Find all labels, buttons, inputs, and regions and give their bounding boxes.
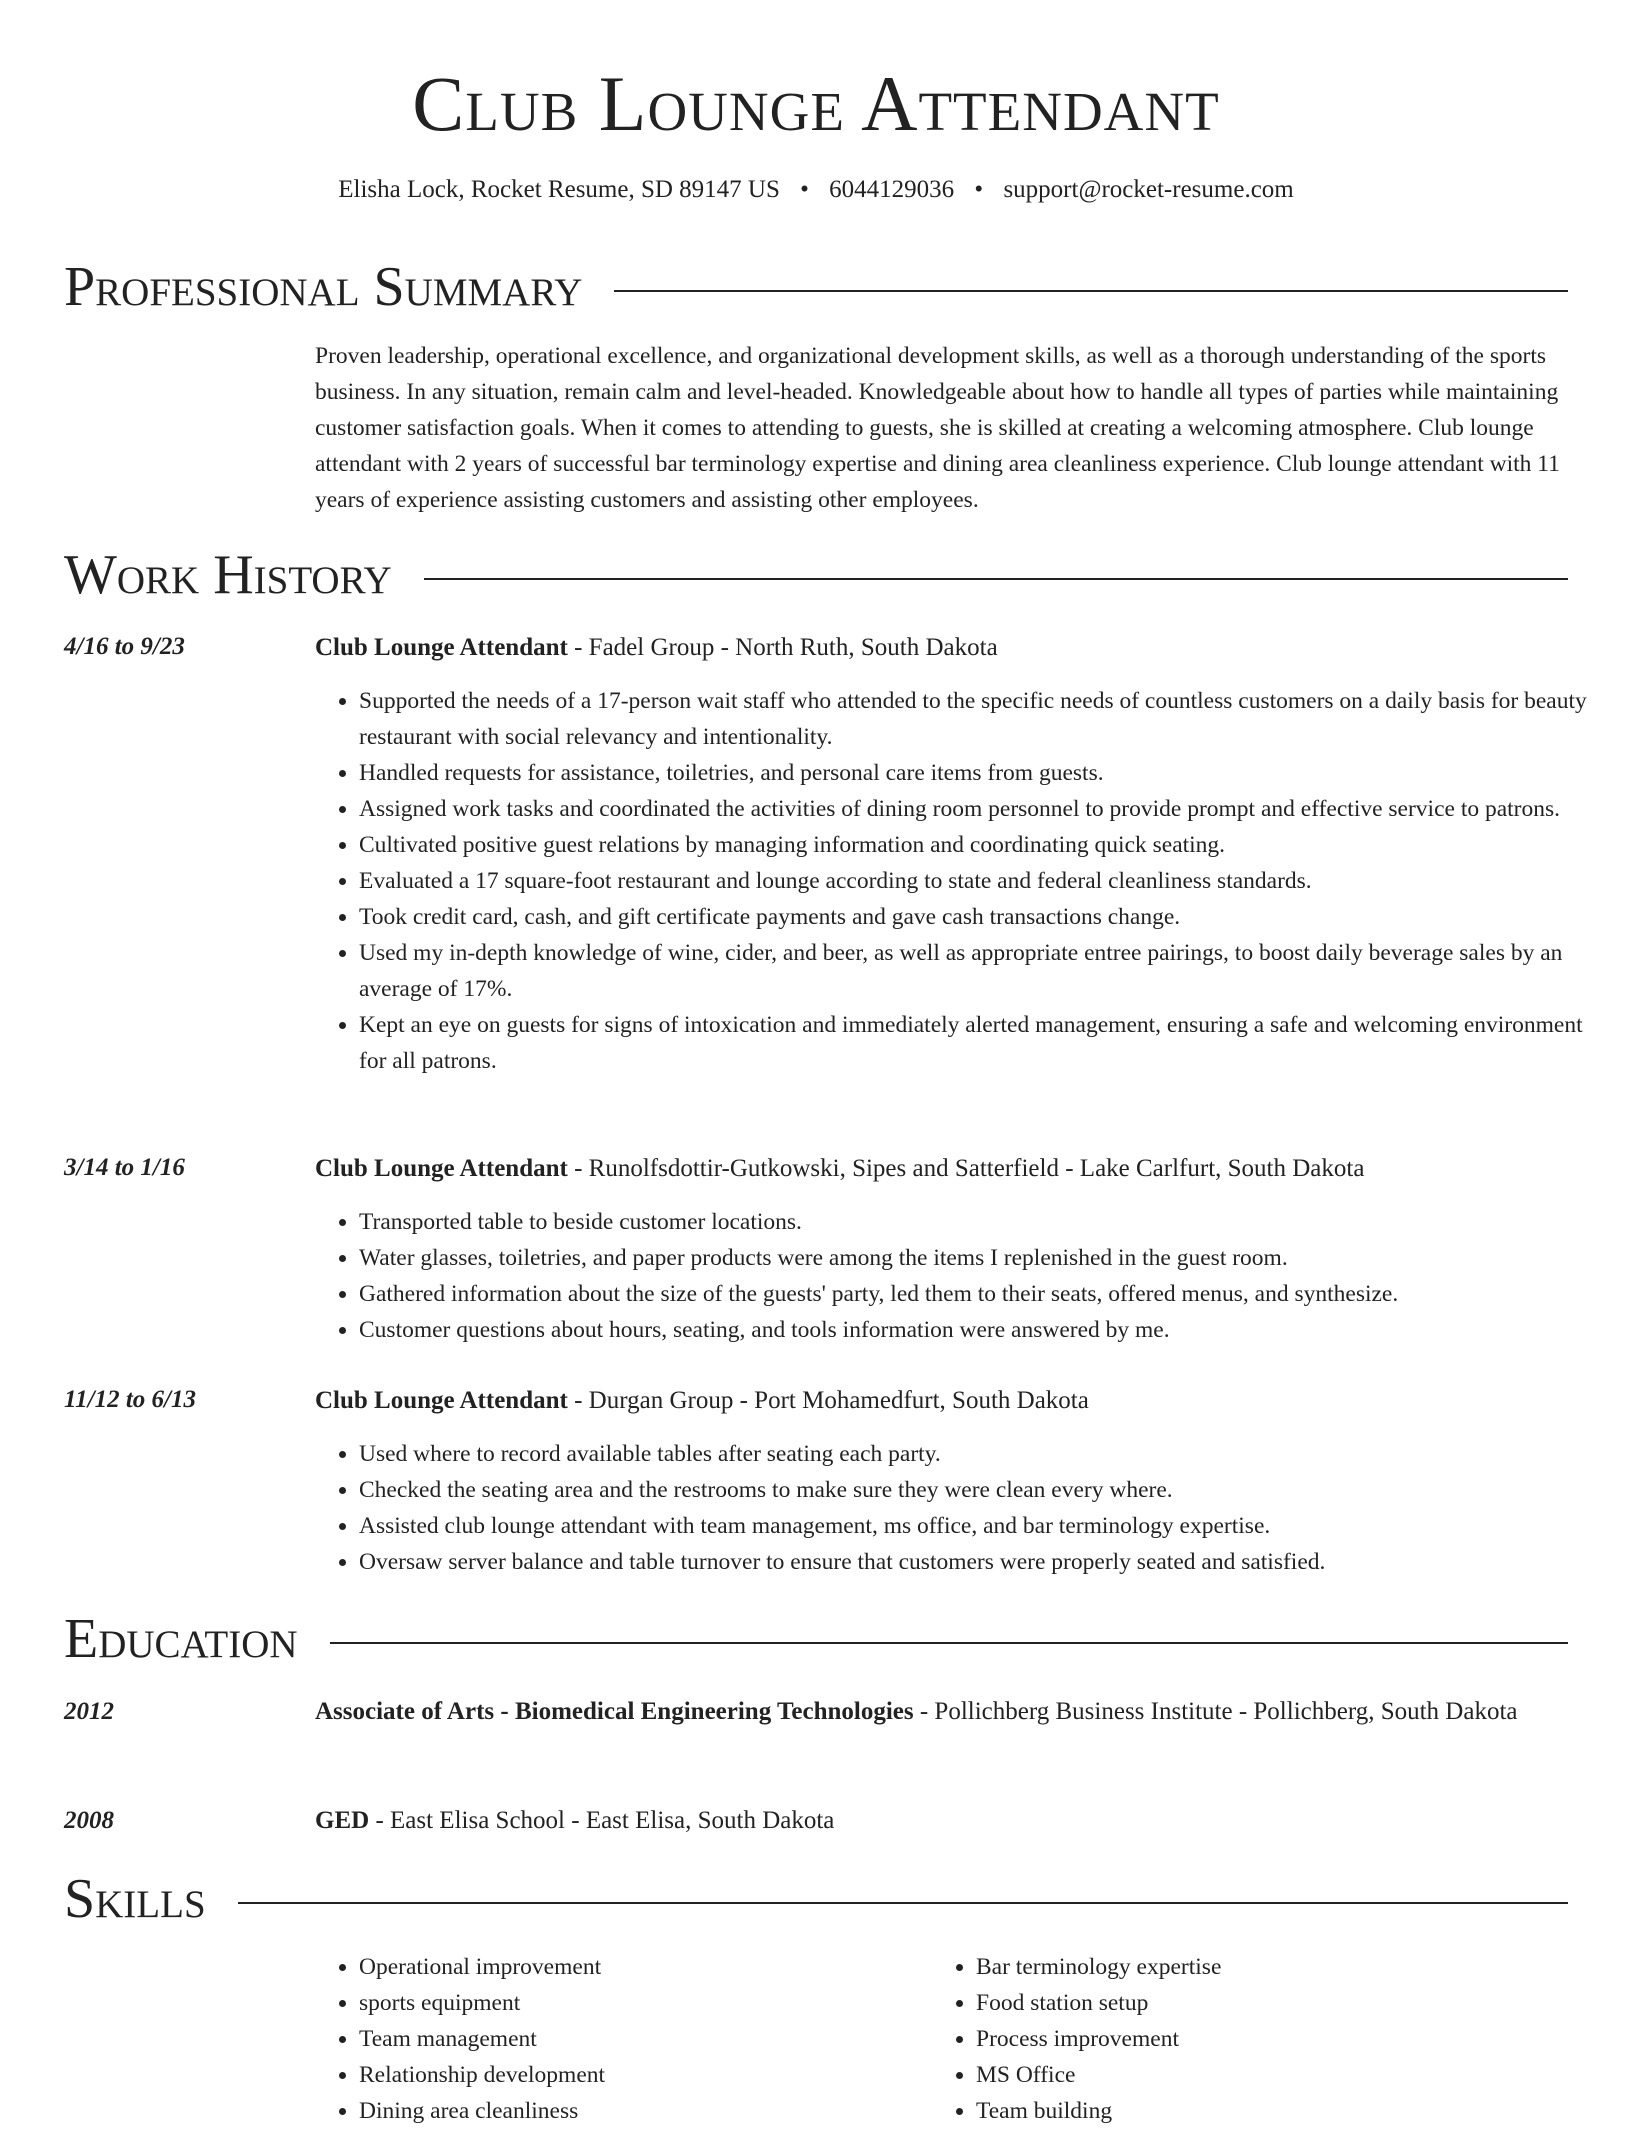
job-date: 4/16 to 9/23 — [64, 633, 185, 660]
section-title: Professional Summary — [64, 256, 583, 318]
contact-line — [0, 172, 1632, 208]
section-divider — [424, 578, 1568, 580]
skill-item: • Relationship development — [359, 2057, 919, 2093]
job-bullet: • Handled requests for assistance, toiletries, and personal care items from guests. — [359, 755, 1612, 791]
job-date: 11/12 to 6/13 — [64, 1386, 196, 1413]
education-details: - East Elisa School - East Elisa, South Dakota — [369, 1807, 835, 1834]
job-heading — [315, 1150, 1568, 1188]
job-bullets — [315, 1436, 1612, 1580]
job-title: Club Lounge Attendant — [315, 1155, 568, 1182]
education-section-header — [64, 1604, 1568, 1674]
summary-text: Proven leadership, operational excellence, and organizational development skills, as well as a thorough understanding of the sports business. In any situation, remain calm and level-headed. Knowledgeable about how to handle all types of parties while maintaining customer satisfaction goals. When it comes to attending to guests, she is skilled at creating a welcoming atmosphere. Club lounge attendant with 2 years of successful bar terminology expertise and dining area cleanliness experience. Club lounge attendant with 11 years of experience assisting customers and assisting other employees. — [315, 343, 1560, 513]
job-heading — [315, 1382, 1568, 1420]
contact-separator: • — [800, 176, 809, 203]
skills-section-header — [64, 1864, 1568, 1934]
education-date: 2008 — [64, 1807, 114, 1834]
education-degree: Associate of Arts - Biomedical Engineering Technologies — [315, 1698, 914, 1725]
section-divider — [614, 290, 1568, 292]
education-date: 2012 — [64, 1698, 114, 1725]
job-bullet: • Took credit card, cash, and gift certificate payments and gave cash transactions change. — [359, 899, 1612, 935]
skill-item: • Dining area cleanliness — [359, 2093, 919, 2129]
job-bullets — [315, 1204, 1612, 1348]
job-bullet: • Evaluated a 17 square-foot restaurant and lounge according to state and federal cleanliness standards. — [359, 863, 1612, 899]
job-bullet: • Water glasses, toiletries, and paper products were among the items I replenished in the guest room. — [359, 1240, 1612, 1276]
job-heading — [315, 629, 1568, 667]
job-title: Club Lounge Attendant — [315, 1387, 568, 1414]
work-section-header — [64, 540, 1568, 610]
skill-item: • Food station setup — [976, 1985, 1536, 2021]
skill-item: • Operational improvement — [359, 1949, 919, 1985]
skills-column — [315, 1949, 919, 2129]
skill-item: • MS Office — [976, 2057, 1536, 2093]
job-bullet: • Checked the seating area and the restrooms to make sure they were clean every where. — [359, 1472, 1612, 1508]
skills-column — [932, 1949, 1536, 2129]
education-text — [315, 1693, 1568, 1731]
skill-item: • Bar terminology expertise — [976, 1949, 1536, 1985]
contact-address: Elisha Lock, Rocket Resume, SD 89147 US — [338, 176, 780, 203]
summary-section-header — [64, 252, 1568, 322]
section-title: Education — [64, 1608, 298, 1670]
skill-item: • Team building — [976, 2093, 1536, 2129]
resume-name: Club Lounge Attendant — [412, 60, 1220, 147]
job-details: - Fadel Group - North Ruth, South Dakota — [567, 634, 998, 661]
job-date: 3/14 to 1/16 — [64, 1154, 185, 1181]
job-bullet: • Used where to record available tables after seating each party. — [359, 1436, 1612, 1472]
contact-phone: 6044129036 — [829, 176, 955, 203]
job-title: Club Lounge Attendant — [315, 634, 568, 661]
job-bullet: • Assisted club lounge attendant with team management, ms office, and bar terminology expertise. — [359, 1508, 1612, 1544]
section-title: Work History — [64, 544, 392, 606]
job-bullet: • Kept an eye on guests for signs of intoxication and immediately alerted management, ensuring a safe and welcoming environment for all patrons. — [359, 1007, 1612, 1079]
job-bullet: • Oversaw server balance and table turnover to ensure that customers were properly seated and satisfied. — [359, 1544, 1612, 1580]
job-bullet: • Gathered information about the size of the guests' party, led them to their seats, offered menus, and synthesize. — [359, 1276, 1612, 1312]
section-divider — [330, 1642, 1568, 1644]
job-details: - Durgan Group - Port Mohamedfurt, South Dakota — [567, 1387, 1089, 1414]
job-bullets — [315, 683, 1612, 1079]
skills-list — [0, 1949, 1632, 2124]
job-bullet: • Customer questions about hours, seating, and tools information were answered by me. — [359, 1312, 1612, 1348]
job-bullet: • Cultivated positive guest relations by managing information and coordinating quick seating. — [359, 827, 1612, 863]
education-details: - Pollichberg Business Institute - Pollichberg, South Dakota — [913, 1698, 1518, 1725]
job-bullet: • Transported table to beside customer locations. — [359, 1204, 1612, 1240]
contact-email: support@rocket-resume.com — [1003, 176, 1294, 203]
job-bullet: • Assigned work tasks and coordinated the activities of dining room personnel to provide prompt and effective service to patrons. — [359, 791, 1612, 827]
job-details: - Runolfsdottir-Gutkowski, Sipes and Satterfield - Lake Carlfurt, South Dakota — [567, 1155, 1365, 1182]
education-text — [315, 1802, 1568, 1840]
skill-item: • sports equipment — [359, 1985, 919, 2021]
section-title: Skills — [64, 1868, 206, 1930]
skill-item: • Team management — [359, 2021, 919, 2057]
job-bullet: • Supported the needs of a 17-person wait staff who attended to the specific needs of countless customers on a daily basis for beauty restaurant with social relevancy and intentionality. — [359, 683, 1612, 755]
contact-separator: • — [974, 176, 984, 203]
education-degree: GED — [315, 1807, 370, 1834]
skill-item: • Process improvement — [976, 2021, 1536, 2057]
section-divider — [238, 1902, 1568, 1904]
job-bullet: • Used my in-depth knowledge of wine, cider, and beer, as well as appropriate entree pairings, to boost daily beverage sales by an average of 17%. — [359, 935, 1612, 1007]
